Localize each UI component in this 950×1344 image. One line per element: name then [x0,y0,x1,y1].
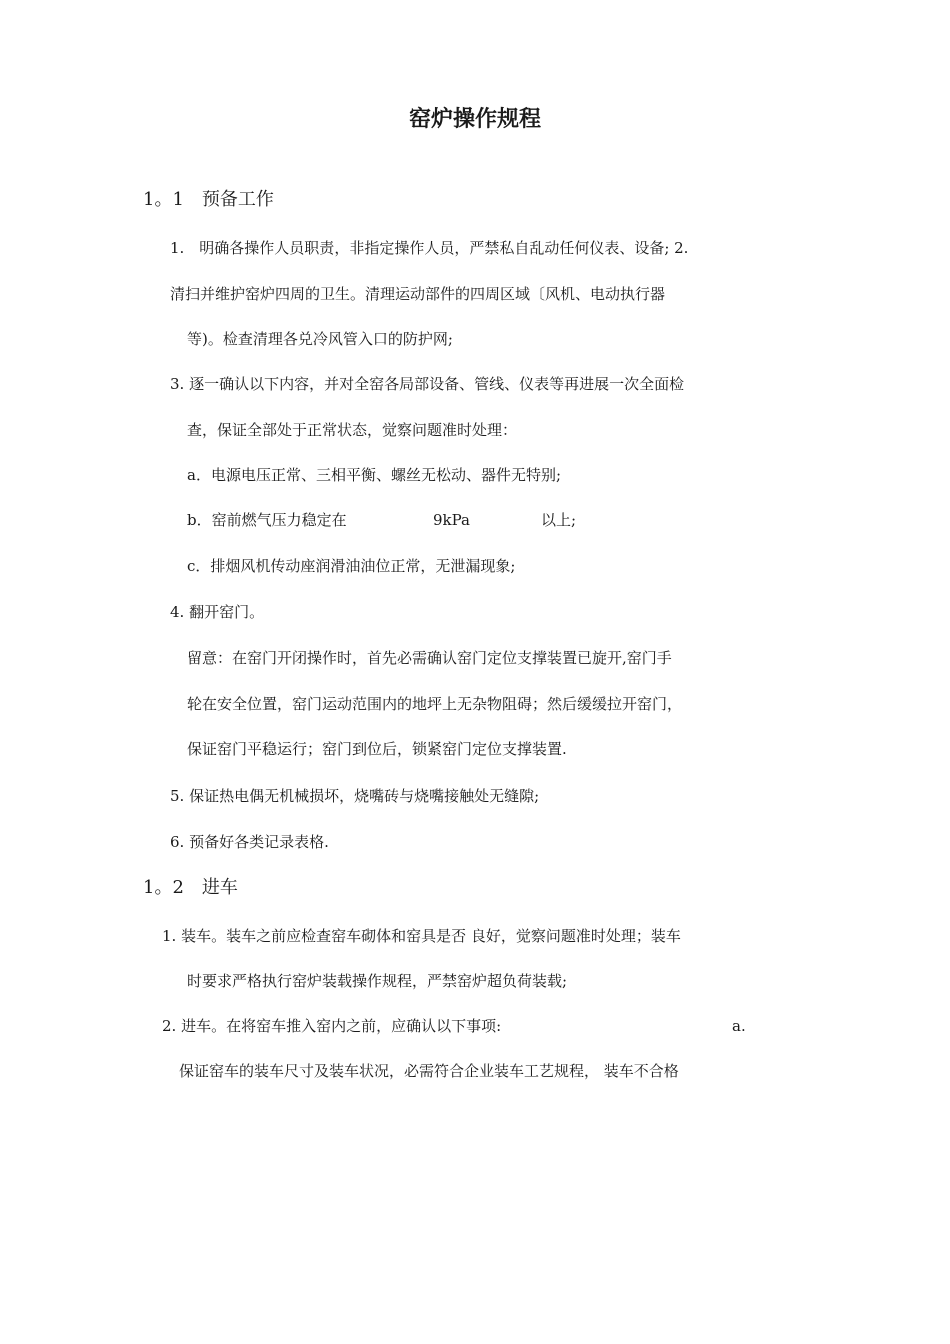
paragraph-line: 查，保证全部处于正常状态，觉察问题准时处理： [187,421,518,439]
paragraph-line: 3. 逐一确认以下内容，并对全窑各局部设备、管线、仪表等再进展一次全面检 [170,375,685,393]
paragraph-line: 4. 翻开窑门。 [170,603,265,621]
note-line: 轮在安全位置，窑门运动范围内的地坪上无杂物阻碍；然后缓缓拉开窑门， [187,695,683,713]
paragraph-line: 保证窑车的装车尺寸及装车状况，必需符合企业装车工艺规程， 装车不合格 [179,1062,679,1080]
pressure-prefix: b．窑前燃气压力稳定在 [187,511,347,529]
paragraph-line: 等)。检查清理各兑冷风管入口的防护网; [187,330,453,348]
paragraph-line: 清扫并维护窑炉四周的卫生。清理运动部件的四周区域〔风机、电动执行器 [170,285,666,303]
document-title: 窑炉操作规程 [408,106,541,132]
entry-text: 2. 进车。在将窑车推入窑内之前，应确认以下事项: [162,1017,502,1035]
entry-marker: a. [732,1017,746,1035]
paragraph-line: 1. 明确各操作人员职责，非指定操作人员，严禁私自乱动任何仪表、设备; 2. [170,239,689,257]
section-heading-preparation: 1。1 预备工作 [143,189,274,210]
list-item-a: a．电源电压正常、三相平衡、螺丝无松动、器件无特别; [187,466,561,484]
paragraph-line: 1. 装车。装车之前应检查窑车砌体和窑具是否 良好，觉察问题准时处理；装车 [162,927,681,945]
paragraph-line: 5. 保证热电偶无机械损坏，烧嘴砖与烧嘴接触处无缝隙; [170,787,540,805]
note-line: 保证窑门平稳运行；窑门到位后，锁紧窑门定位支撑装置. [187,740,567,758]
paragraph-line: 6. 预备好各类记录表格. [170,833,329,851]
note-line: 留意：在窑门开闭操作时，首先必需确认窑门定位支撑装置已旋开,窑门手 [187,649,672,667]
pressure-suffix: 以上; [541,511,577,529]
pressure-value: 9kPa [433,511,470,529]
list-item-c: c．排烟风机传动座润滑油油位正常，无泄漏现象; [187,557,516,575]
paragraph-line: 时要求严格执行窑炉装载操作规程，严禁窑炉超负荷装载; [187,972,568,990]
section-heading-loading: 1。2 进车 [143,877,238,898]
